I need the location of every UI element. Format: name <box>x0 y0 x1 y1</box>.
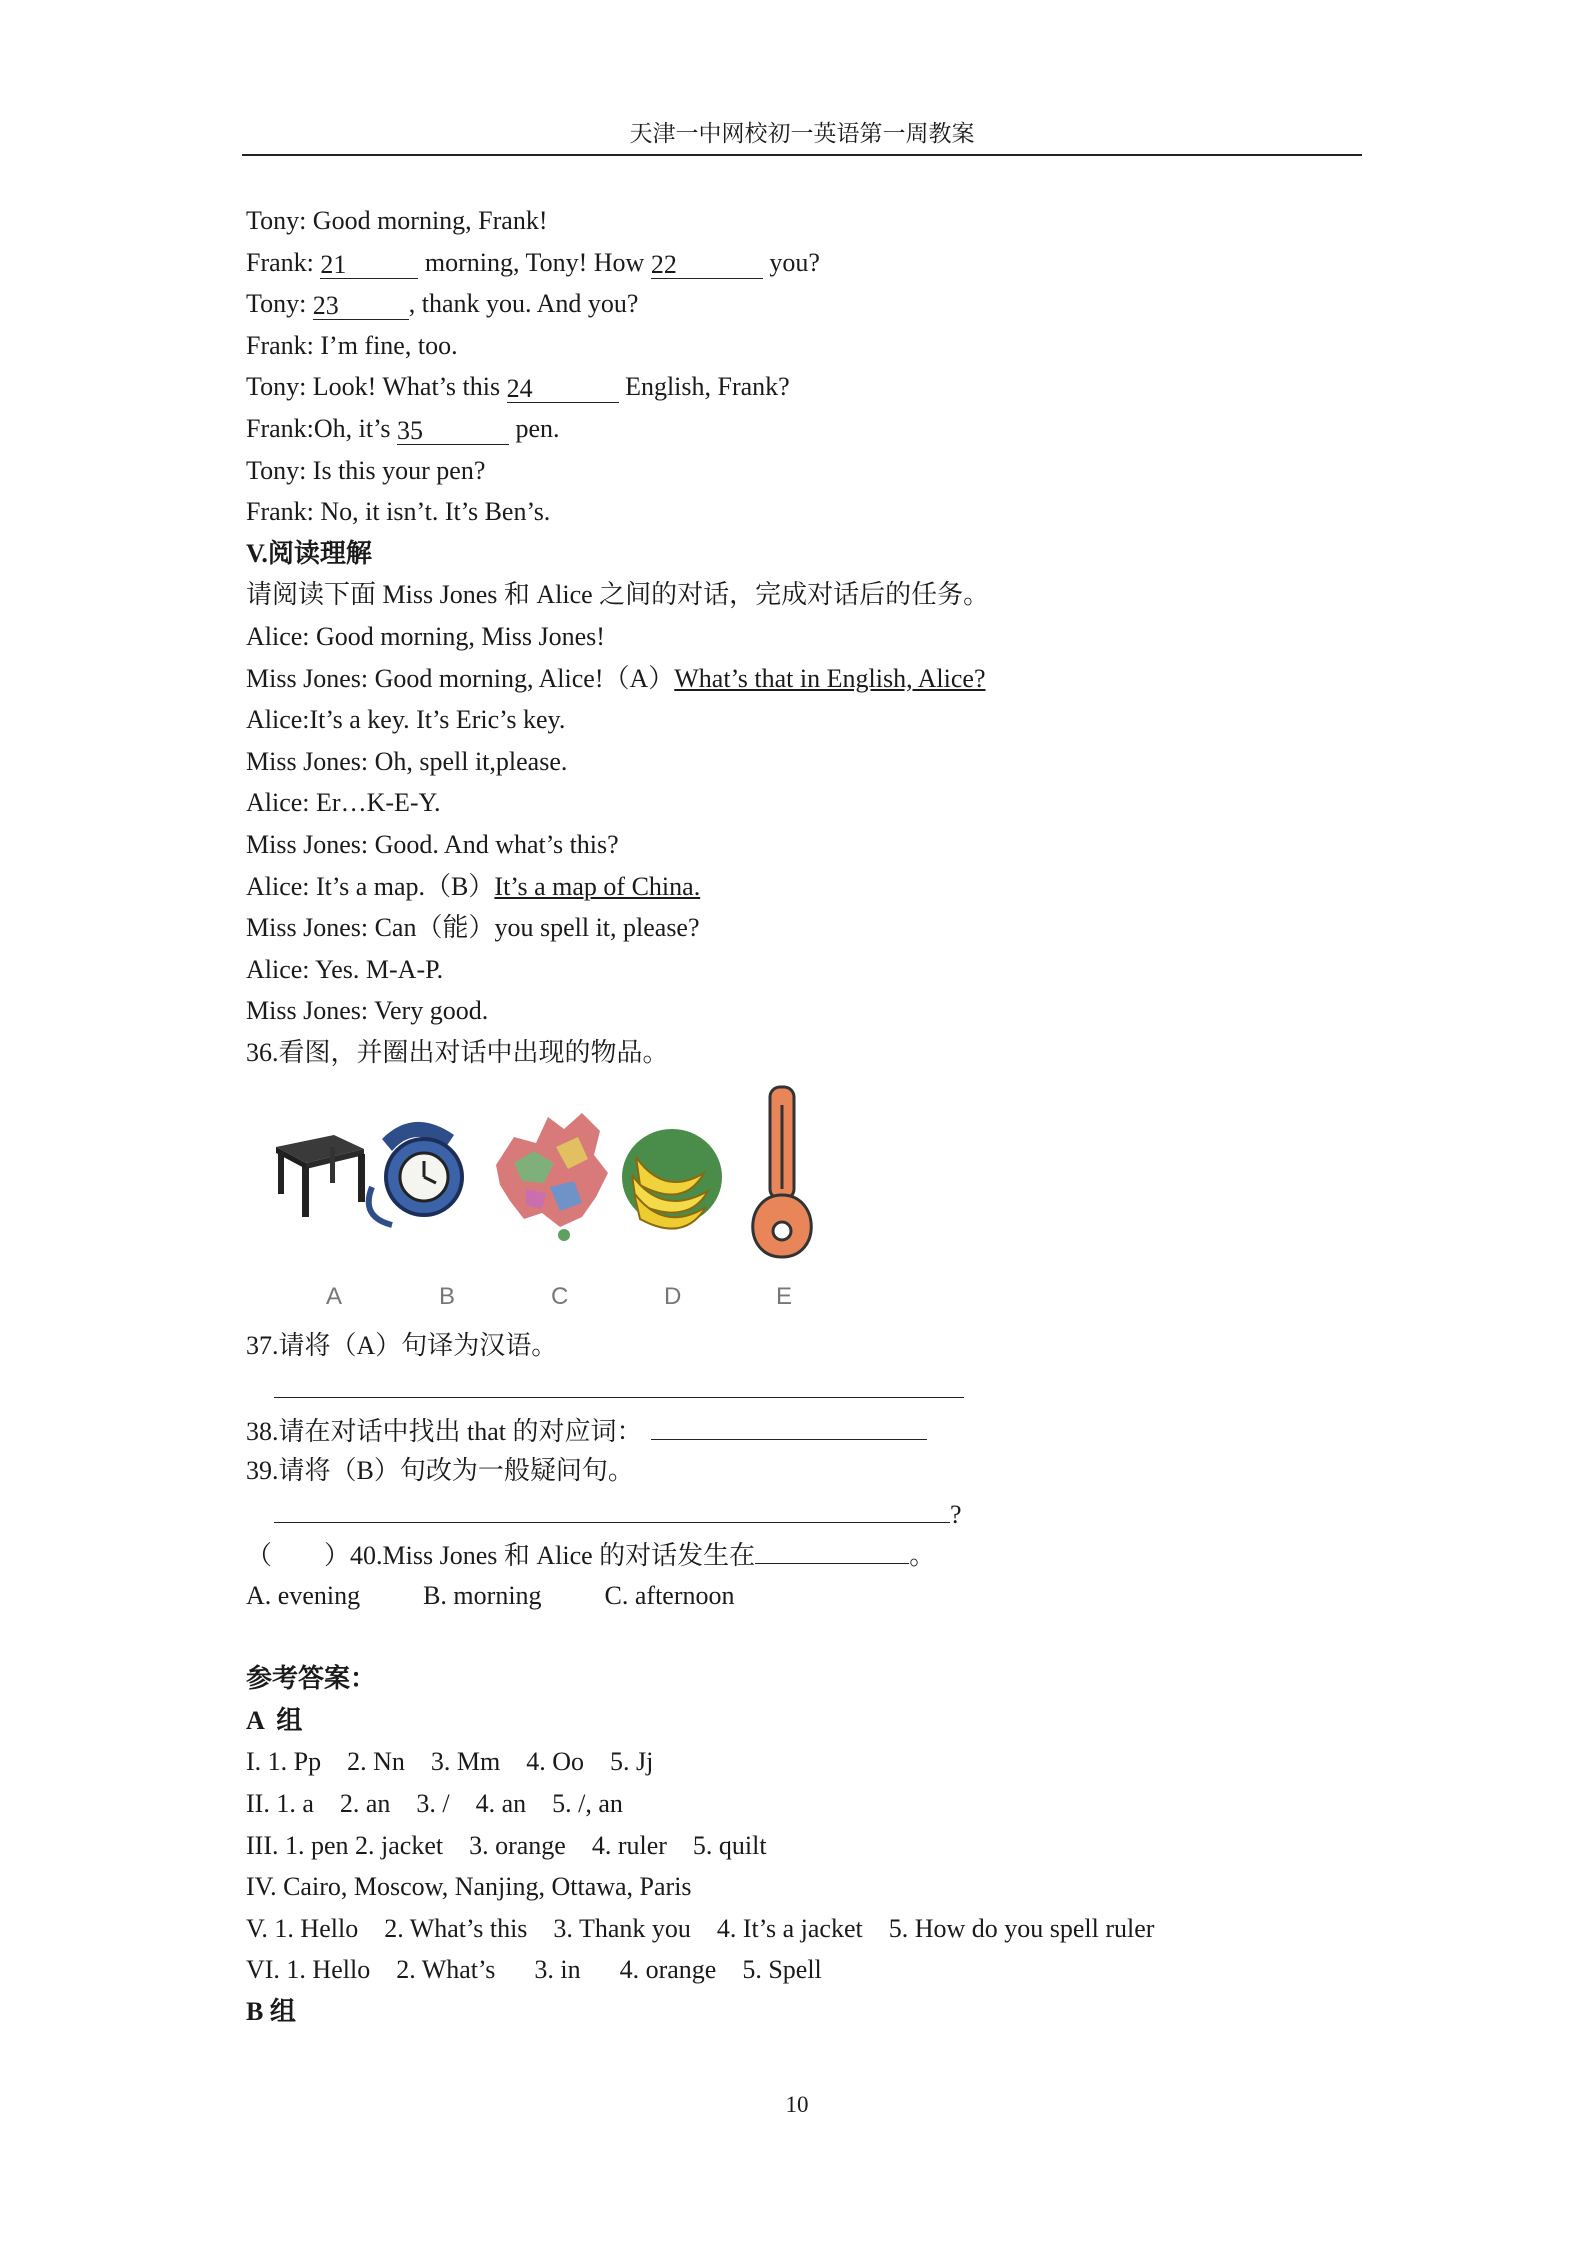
text: Miss Jones: Good morning, Alice!（A） <box>246 663 675 693</box>
figure-label-b: B <box>439 1283 456 1311</box>
dialogue-line-3 <box>246 283 1376 325</box>
reading-instruction: 请阅读下面 Miss Jones 和 Alice 之间的对话，完成对话后的任务。 <box>246 580 990 610</box>
blank-21 <box>320 248 418 279</box>
answers-group-b: B 组 <box>246 1996 296 2026</box>
dialogue-line-4: Frank: I’m fine, too. <box>246 330 458 360</box>
question-39-answer-line <box>246 1492 1376 1534</box>
question-36: 36.看图，并圈出对话中出现的物品。 <box>246 1037 669 1067</box>
option-a: A. evening <box>246 1581 361 1611</box>
reading-line-5: Alice: Er…K-E-Y. <box>246 788 441 818</box>
blank-number: 35 <box>396 415 423 445</box>
map-illustration <box>496 1113 608 1241</box>
text: , thank you. And you? <box>408 289 639 319</box>
reading-line-8: Miss Jones: Can（能）you spell it, please? <box>246 913 700 943</box>
key-illustration <box>753 1087 812 1257</box>
reading-line-6: Miss Jones: Good. And what’s this? <box>246 829 619 859</box>
question-37: 37.请将（A）句译为汉语。 <box>246 1331 558 1361</box>
question-40-options <box>246 1575 1376 1617</box>
dialogue-line-1: Tony: Good morning, Frank! <box>246 206 548 235</box>
dialogue-line-6 <box>246 408 1376 450</box>
question-38 <box>246 1409 1376 1451</box>
reading-line-3: Alice:It’s a key. It’s Eric’s key. <box>246 705 566 735</box>
figure-label-a: A <box>326 1283 343 1311</box>
sentence-b: It’s a map of China. <box>494 871 701 901</box>
answer-paren: （ ） <box>246 1541 351 1571</box>
answer-line-5: V. 1. Hello 2. What’s this 3. Thank you 4. It’s a jacket 5. How do you spell ruler <box>246 1913 1155 1943</box>
bananas-illustration <box>622 1129 722 1229</box>
answer-line-1: I. 1. Pp 2. Nn 3. Mm 4. Oo 5. Jj <box>246 1747 654 1777</box>
answer-line-3: III. 1. pen 2. jacket 3. orange 4. ruler 5. quilt <box>246 1830 767 1860</box>
section-heading-reading: V.阅读理解 <box>246 538 372 568</box>
sentence-a: What’s that in English, Alice? <box>674 663 986 693</box>
blank-number: 22 <box>650 249 677 279</box>
reading-line-1: Alice: Good morning, Miss Jones! <box>246 621 605 651</box>
text: English, Frank? <box>618 372 790 402</box>
reading-line-10: Miss Jones: Very good. <box>246 996 489 1026</box>
blank-number: 21 <box>320 249 347 279</box>
dialogue-line-5 <box>246 366 1376 408</box>
dialogue-line-8: Frank: No, it isn’t. It’s Ben’s. <box>246 497 551 527</box>
dialogue-line-7: Tony: Is this your pen? <box>246 455 486 485</box>
option-c: C. afternoon <box>604 1581 735 1611</box>
document-body <box>246 200 1376 2033</box>
answer-blank <box>274 1367 964 1398</box>
text: 40.Miss Jones 和 Alice 的对话发生在 <box>350 1541 756 1571</box>
answer-blank <box>274 1492 950 1523</box>
question-40 <box>246 1533 1376 1575</box>
figure-label-e: E <box>776 1283 793 1311</box>
items-figure-svg <box>264 1077 964 1317</box>
text: Tony: Look! What’s this <box>246 372 507 402</box>
blank-23 <box>313 289 409 320</box>
question-37-answer-line <box>246 1367 1376 1409</box>
answers-group-a: A 组 <box>246 1705 303 1735</box>
option-b: B. morning <box>423 1581 542 1611</box>
question-mark: ? <box>950 1499 962 1529</box>
reading-line-4: Miss Jones: Oh, spell it,please. <box>246 746 568 776</box>
answer-line-4: IV. Cairo, Moscow, Nanjing, Ottawa, Paris <box>246 1872 692 1902</box>
answer-blank <box>651 1409 927 1440</box>
answer-line-6: VI. 1. Hello 2. What’s 3. in 4. orange 5. Spell <box>246 1955 822 1985</box>
question-39: 39.请将（B）句改为一般疑问句。 <box>246 1456 634 1486</box>
blank-number: 24 <box>506 374 533 404</box>
text: pen. <box>508 413 560 443</box>
blank-number: 23 <box>312 291 339 321</box>
header-title: 天津一中网校初一英语第一周教案 <box>629 121 975 146</box>
text: Frank: <box>246 247 321 277</box>
text: morning, Tony! How <box>418 247 651 277</box>
answer-blank <box>755 1533 909 1564</box>
text: Tony: <box>246 289 313 319</box>
blank-22 <box>651 248 763 279</box>
dialogue-line-2 <box>246 242 1376 284</box>
blank-24 <box>507 372 619 403</box>
answers-heading: 参考答案： <box>246 1664 377 1694</box>
reading-line-2 <box>246 658 1376 700</box>
blank-35 <box>397 414 509 445</box>
reading-line-9: Alice: Yes. M-A-P. <box>246 954 444 984</box>
table-illustration <box>276 1135 365 1217</box>
telephone-illustration <box>369 1122 462 1225</box>
text: you? <box>762 247 820 277</box>
items-figure <box>264 1077 964 1317</box>
text: Frank:Oh, it’s <box>246 413 397 443</box>
figure-label-d: D <box>664 1283 682 1311</box>
page-number: 10 <box>785 2092 809 2117</box>
text: 38.请在对话中找出 that 的对应词： <box>246 1416 643 1446</box>
text: 。 <box>909 1541 936 1571</box>
page-header <box>242 120 1362 156</box>
answer-line-2: II. 1. a 2. an 3. / 4. an 5. /, an <box>246 1789 623 1818</box>
reading-line-7 <box>246 866 1376 908</box>
figure-label-c: C <box>551 1283 569 1311</box>
text: Alice: It’s a map.（B） <box>246 871 495 901</box>
